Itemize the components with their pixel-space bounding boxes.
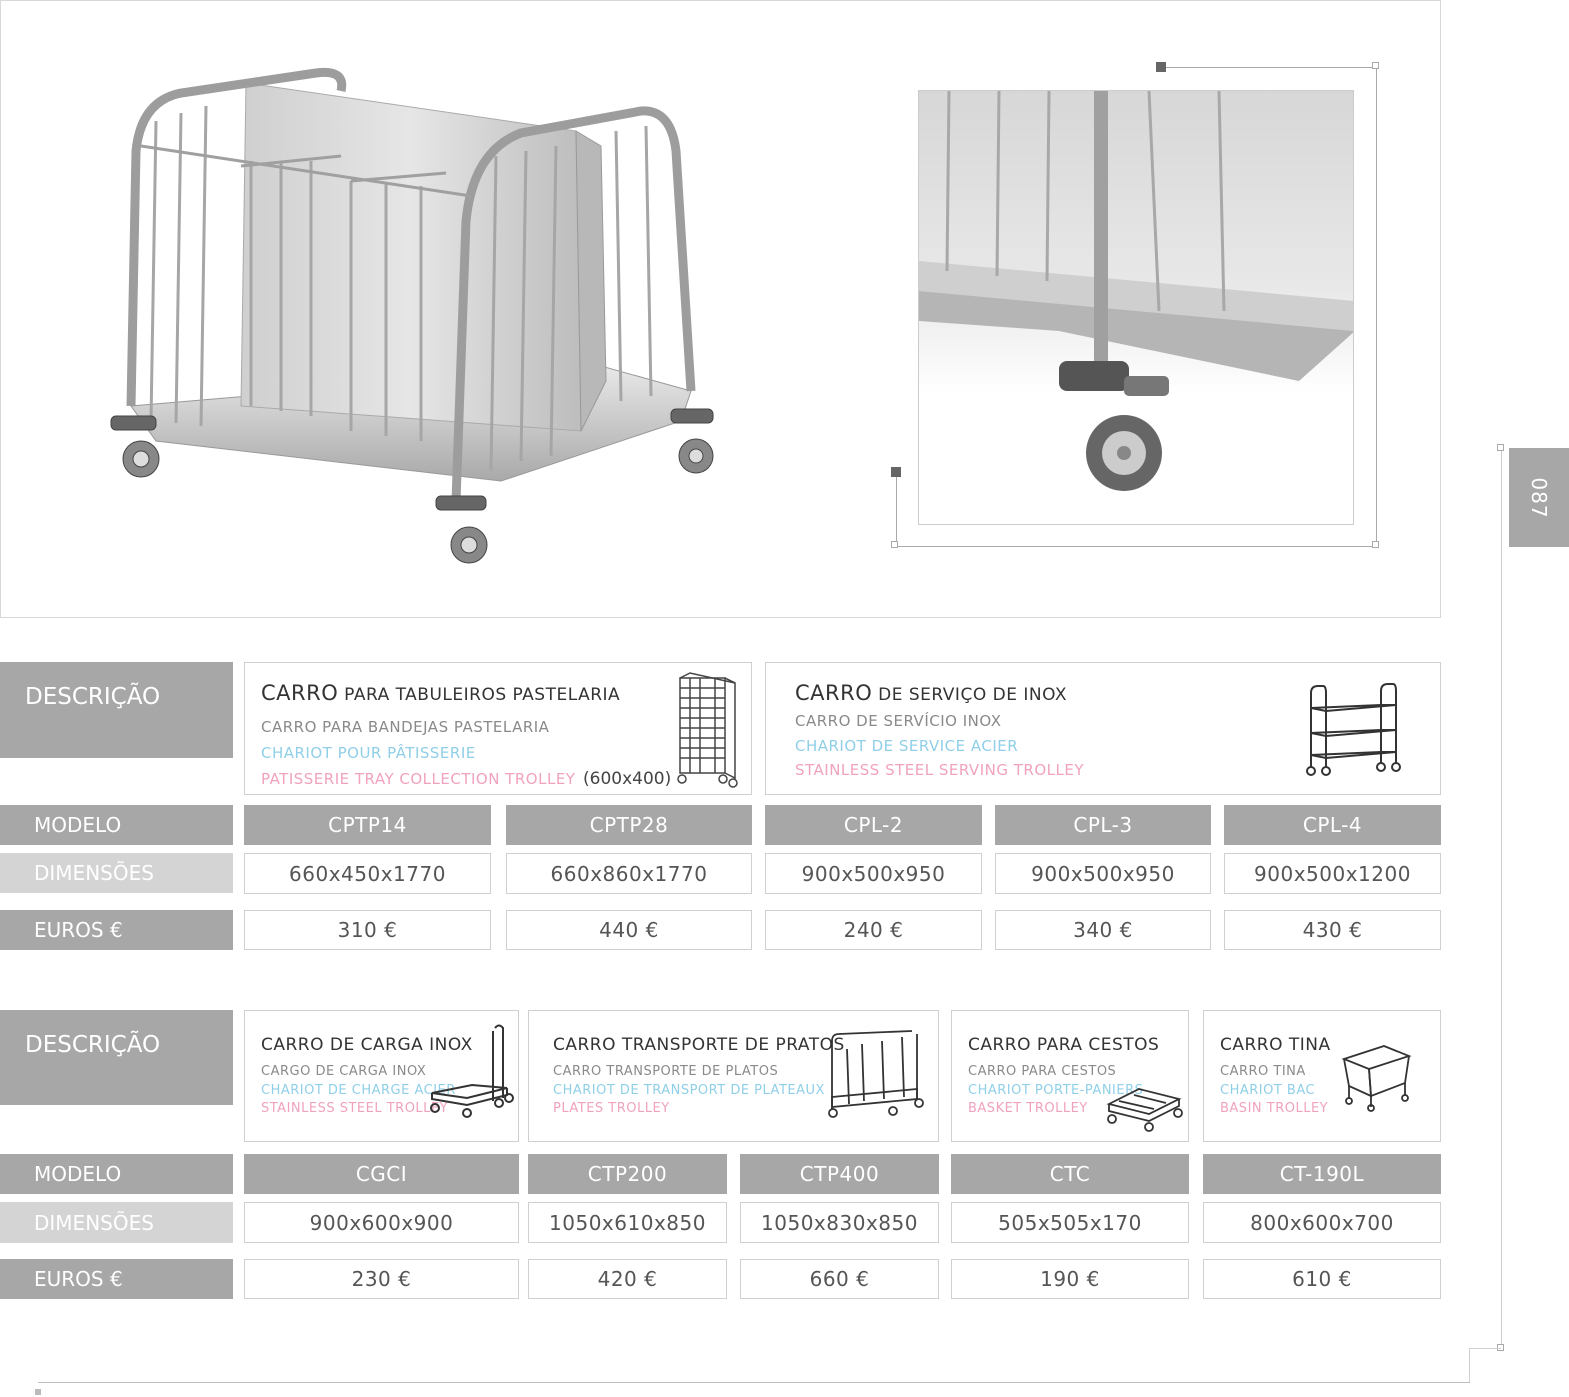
product-name-es: CARGO DE CARGA INOX (261, 1064, 427, 1079)
dimensions-cell: 900x500x950 (995, 853, 1211, 894)
price-cell: 660 € (740, 1259, 939, 1299)
model-cell: CPTP28 (506, 805, 752, 845)
footer-marker (35, 1389, 41, 1395)
model-cell: CGCI (244, 1154, 519, 1194)
price-cell: 420 € (528, 1259, 727, 1299)
product-name-fr: CHARIOT DE SERVICE ACIER (795, 737, 1019, 755)
price-cell: 430 € (1224, 910, 1441, 950)
product-name-fr: CHARIOT DE CHARGE ACIER (261, 1083, 456, 1098)
product-title: CARRO TINA (1220, 1035, 1331, 1055)
description-label: DESCRIÇÃO (0, 662, 233, 758)
footer-rule (38, 1382, 1470, 1383)
bottom-corner-line (1469, 1348, 1501, 1349)
frame-marker (1372, 541, 1379, 548)
model-row-label: MODELO (0, 805, 233, 845)
model-cell: CPL-4 (1224, 805, 1441, 845)
page-tab-guide-line (1501, 448, 1502, 1348)
price-cell: 310 € (244, 910, 491, 950)
product-card-serving-trolley (765, 662, 1441, 795)
tray-rack-trolley-icon (670, 673, 740, 788)
basin-trolley-icon (1339, 1041, 1414, 1111)
plates-trolley-icon (827, 1029, 927, 1121)
product-card-plates-trolley (528, 1010, 939, 1142)
detail-frame-line-top (1161, 67, 1376, 68)
product-name-es: CARRO PARA BANDEJAS PASTELARIA (261, 718, 550, 736)
frame-marker-solid (891, 467, 901, 477)
page-number: 087 (1527, 476, 1551, 519)
model-cell: CTC (951, 1154, 1189, 1194)
product-name-en: BASKET TROLLEY (968, 1101, 1088, 1116)
dimensions-cell: 1050x830x850 (740, 1202, 939, 1243)
product-title: DE SERVIÇO DE INOX (872, 685, 1068, 705)
dimensions-cell: 660x450x1770 (244, 853, 491, 894)
detail-frame-line-right (1376, 67, 1377, 546)
frame-marker (1372, 62, 1379, 69)
product-title-big: CARRO (261, 681, 339, 705)
model-cell: CTP200 (528, 1154, 727, 1194)
product-name-es: CARRO DE SERVÍCIO INOX (795, 712, 1002, 730)
product-title: CARRO TRANSPORTE DE PRATOS (553, 1035, 845, 1055)
product-name-es: CARRO TRANSPORTE DE PLATOS (553, 1064, 779, 1079)
product-card-cargo-trolley (244, 1010, 519, 1142)
frame-marker (891, 541, 898, 548)
product-name-en: STAINLESS STEEL TROLLEY (261, 1101, 449, 1116)
model-cell: CTP400 (740, 1154, 939, 1194)
price-cell: 240 € (765, 910, 982, 950)
pastry-tray-trolley-photo (101, 61, 741, 581)
product-name-en: BASIN TROLLEY (1220, 1101, 1329, 1116)
caster-detail-photo (918, 90, 1354, 525)
price-cell: 230 € (244, 1259, 519, 1299)
product-name-fr: CHARIOT POUR PÂTISSERIE (261, 744, 476, 762)
frame-marker-solid (1156, 62, 1166, 72)
dimensions-cell: 900x500x950 (765, 853, 982, 894)
model-row-label: MODELO (0, 1154, 233, 1194)
product-name-fr: CHARIOT PORTE-PANIERS (968, 1083, 1144, 1098)
serving-trolley-icon (1303, 683, 1403, 778)
model-cell: CPTP14 (244, 805, 491, 845)
product-title: CARRO PARA CESTOS (968, 1035, 1160, 1055)
dimensions-cell: 900x600x900 (244, 1202, 519, 1243)
product-name-en: PLATES TROLLEY (553, 1101, 670, 1116)
dimensions-cell: 505x505x170 (951, 1202, 1189, 1243)
dimensions-cell: 800x600x700 (1203, 1202, 1441, 1243)
price-cell: 340 € (995, 910, 1211, 950)
product-title: CARRO DE CARGA INOX (261, 1035, 473, 1055)
price-cell: 610 € (1203, 1259, 1441, 1299)
dimensions-cell: 660x860x1770 (506, 853, 752, 894)
product-name-es: CARRO PARA CESTOS (968, 1064, 1117, 1079)
platform-trolley-icon (427, 1023, 517, 1123)
hero-photo-panel (0, 0, 1441, 618)
product-name-es: CARRO TINA (1220, 1064, 1306, 1079)
price-row-label: EUROS € (0, 910, 233, 950)
product-card-pastry-trolley (244, 662, 752, 795)
basket-dolly-icon (1104, 1079, 1184, 1134)
product-name-en: STAINLESS STEEL SERVING TROLLEY (795, 761, 1084, 779)
description-label: DESCRIÇÃO (0, 1010, 233, 1105)
product-name-fr: CHARIOT DE TRANSPORT DE PLATEAUX (553, 1083, 825, 1098)
product-title-big: CARRO (795, 681, 873, 705)
dimensions-cell: 900x500x1200 (1224, 853, 1441, 894)
tray-size-note: (600x400) (583, 769, 672, 789)
model-cell: CPL-3 (995, 805, 1211, 845)
page-tab-marker (1497, 444, 1504, 451)
product-card-basket-trolley (951, 1010, 1189, 1142)
price-cell: 440 € (506, 910, 752, 950)
product-name-en: PATISSERIE TRAY COLLECTION TROLLEY (261, 770, 576, 788)
product-title: PARA TABULEIROS PASTELARIA (338, 685, 621, 705)
dimensions-row-label: DIMENSÕES (0, 853, 233, 893)
product-name-fr: CHARIOT BAC (1220, 1083, 1316, 1098)
detail-frame-line-left (896, 472, 897, 546)
model-cell: CT-190L (1203, 1154, 1441, 1194)
dimensions-row-label: DIMENSÕES (0, 1202, 233, 1243)
detail-frame-line-bottom (896, 546, 1376, 547)
model-cell: CPL-2 (765, 805, 982, 845)
price-row-label: EUROS € (0, 1259, 233, 1299)
bottom-corner-line (1469, 1348, 1470, 1382)
price-cell: 190 € (951, 1259, 1189, 1299)
product-card-basin-trolley (1203, 1010, 1441, 1142)
page-number-tab (1509, 448, 1569, 547)
dimensions-cell: 1050x610x850 (528, 1202, 727, 1243)
